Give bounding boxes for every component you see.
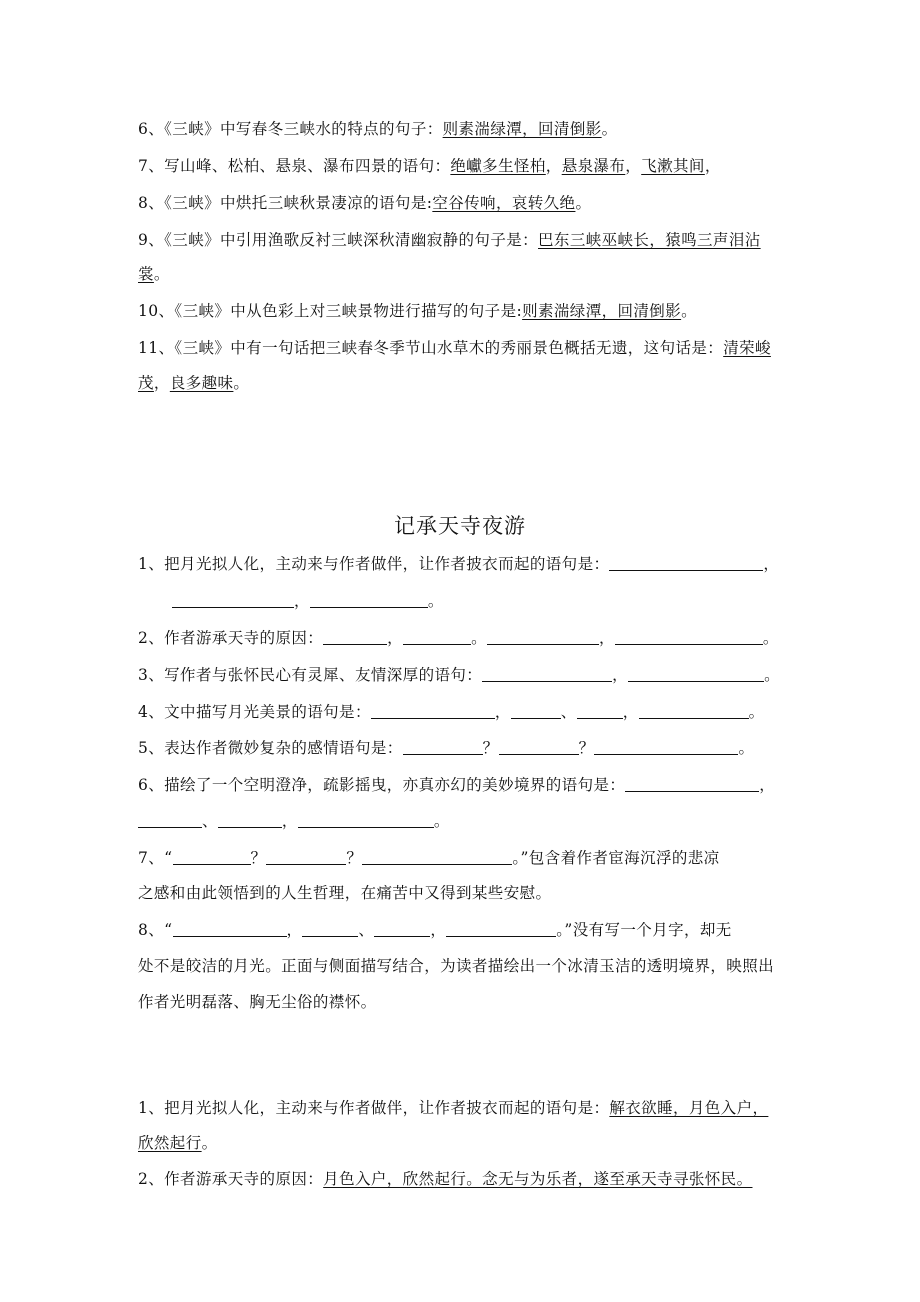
answer-blank[interactable] [173,849,251,865]
answer-blank[interactable] [615,629,763,645]
answer-blank[interactable] [403,739,483,755]
question-8-cont: 处不是皎洁的月光。正面与侧面描写结合，为读者描绘出一个冰清玉洁的透明境界，映照出 [138,957,775,975]
answer-blank[interactable] [403,629,471,645]
answer: 月色入户，欣然起行。念无与为乐者，遂至承天寺寻张怀民。 [323,1170,753,1188]
section-title: 记承天寺夜游 [394,514,526,538]
question-7: 7、“ ？ ？ 。”包含着作者宦海沉浮的悲凉 [138,849,720,867]
answer: 悬泉瀑布 [561,157,626,175]
answer-blank[interactable] [218,812,282,828]
answer-blank[interactable] [371,703,495,719]
answer-blank[interactable] [594,739,738,755]
sanxia-q11: 11、《三峡》中有一句话把三峡春冬季节山水草木的秀丽景色概括无遗，这句话是：清荣峻 [138,339,771,357]
sanxia-q6: 6、《三峡》中写春冬三峡水的特点的句子：则素湍绿潭，回清倒影。 [138,120,618,138]
question-6-cont: 、 ， 。 [138,810,450,832]
sanxia-q11-cont: 茂，良多趣味。 [138,374,250,392]
answer: 欣然起行 [138,1134,202,1152]
answer-blank[interactable] [482,666,612,682]
question-8-cont2: 作者光明磊落、胸无尘俗的襟怀。 [138,993,377,1011]
answer-blank[interactable] [323,629,387,645]
answer-blank[interactable] [577,703,623,719]
answer: 良多趣味 [169,374,234,392]
answer: 裳 [138,265,154,283]
answer-blank[interactable] [628,666,764,682]
answer-blank[interactable] [362,849,512,865]
question-6: 6、描绘了一个空明澄净，疏影摇曳，亦真亦幻的美妙境界的语句是： ， [138,776,776,794]
answer: 则素湍绿潭，回清倒影 [442,120,602,138]
answer-blank[interactable] [511,703,561,719]
answer: 则素湍绿潭，回清倒影 [522,302,682,320]
question-1-cont: ， 。 [172,590,444,612]
answer-blank[interactable] [173,921,287,937]
answer-blank[interactable] [298,812,434,828]
question-3: 3、写作者与张怀民心有灵犀、友情深厚的语句： ， 。 [138,666,780,684]
answer-blank[interactable] [138,812,202,828]
answer-blank[interactable] [446,921,556,937]
answer-1-cont: 欣然起行。 [138,1134,218,1152]
question-4: 4、文中描写月光美景的语句是： ， 、 ， 。 [138,703,765,721]
sanxia-q7: 7、写山峰、松柏、悬泉、瀑布四景的语句：绝巘多生怪柏，悬泉瀑布，飞漱其间， [138,157,721,175]
answer-2: 2、作者游承天寺的原因：月色入户，欣然起行。念无与为乐者，遂至承天寺寻张怀民。 [138,1170,753,1188]
sanxia-q8: 8、《三峡》中烘托三峡秋景凄凉的语句是:空谷传响，哀转久绝。 [138,194,592,212]
answer: 空谷传响，哀转久绝 [432,194,576,212]
answer-blank[interactable] [310,592,428,608]
sanxia-q10: 10、《三峡》中从色彩上对三峡景物进行描写的句子是:则素湍绿潭，回清倒影。 [138,302,698,320]
answer: 飞漱其间 [641,157,705,175]
answer-1: 1、把月光拟人化，主动来与作者做伴，让作者披衣而起的语句是：解衣欲睡，月色入户， [138,1099,769,1117]
answer: 解衣欲睡，月色入户， [609,1099,769,1117]
answer-blank[interactable] [625,776,759,792]
answer-blank[interactable] [639,703,749,719]
question-2: 2、作者游承天寺的原因： ， 。 ， 。 [138,629,779,647]
question-8: 8、“ ， 、 ， 。”没有写一个月字，却无 [138,921,732,939]
answer: 清荣峻 [723,339,771,357]
sanxia-q9-cont: 裳。 [138,265,170,283]
answer: 绝巘多生怪柏 [450,157,546,175]
question-1: 1、把月光拟人化，主动来与作者做伴，让作者披衣而起的语句是： ， [138,555,780,573]
answer: 巴东三峡巫峡长，猿鸣三声泪沾 [538,231,761,249]
question-5: 5、表达作者微妙复杂的感情语句是： ？ ？ 。 [138,739,755,757]
sanxia-q9: 9、《三峡》中引用渔歌反衬三峡深秋清幽寂静的句子是：巴东三峡巫峡长，猿鸣三声泪沾 [138,231,761,249]
answer: 茂 [138,374,154,392]
answer-blank[interactable] [302,921,358,937]
answer-blank[interactable] [266,849,346,865]
answer-blank[interactable] [172,592,294,608]
answer-blank[interactable] [374,921,430,937]
answer-blank[interactable] [499,739,579,755]
question-7-cont: 之感和由此领悟到的人生哲理，在痛苦中又得到某些安慰。 [138,884,552,902]
answer-blank[interactable] [487,629,599,645]
answer-blank[interactable] [609,555,763,571]
